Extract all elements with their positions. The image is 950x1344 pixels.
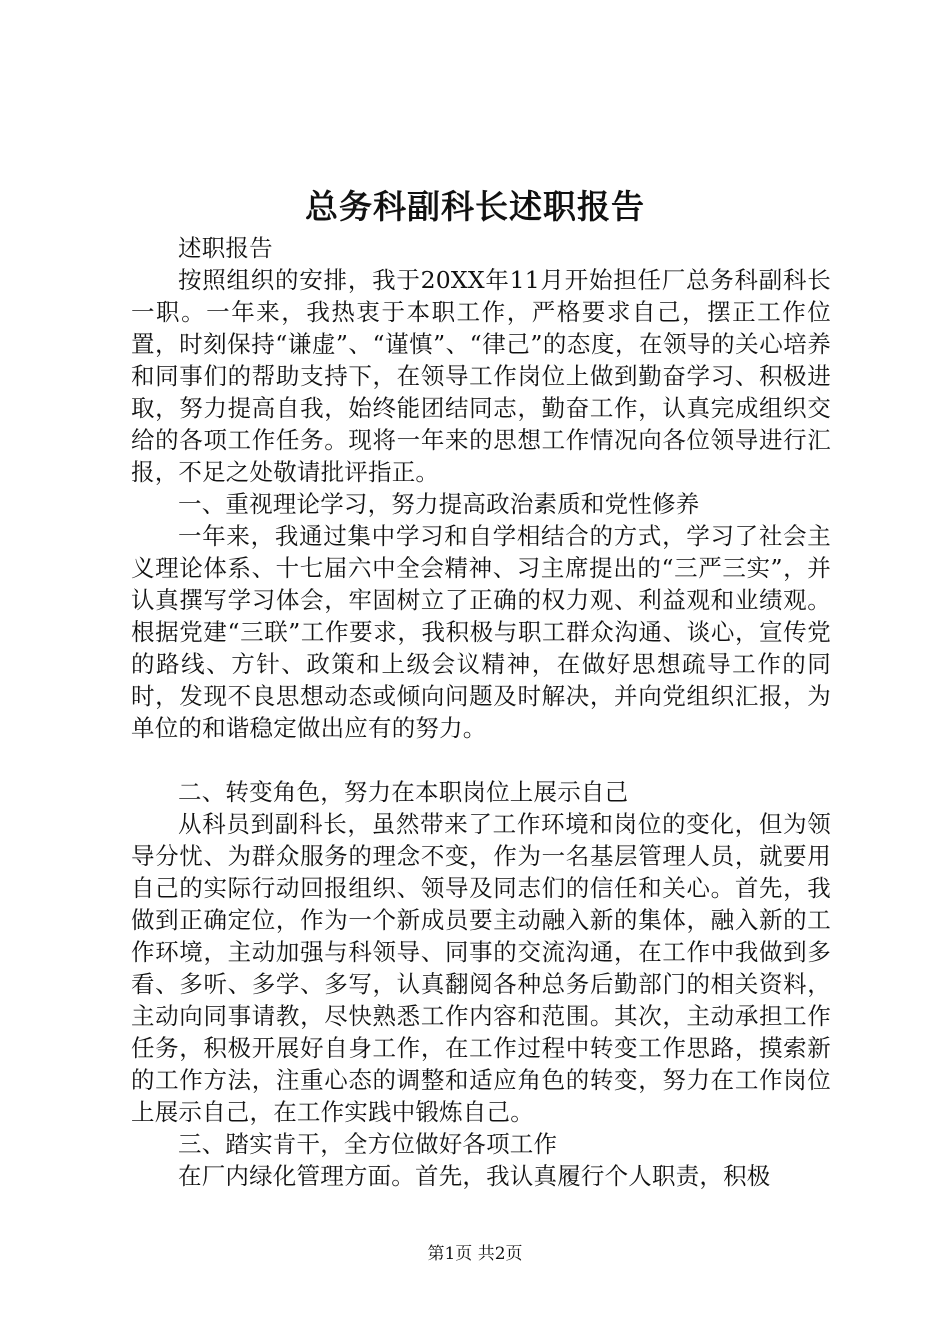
paragraph-section-2: 从科员到副科长，虽然带来了工作环境和岗位的变化，但为领导分忧、为群众服务的理念不变，作为一名基层管理人员，就要用自己的实际行动回报组织、领导及同志们的信任和关心。首先，我做到正确定位，作为一个新成员要主动融入新的集体，融入新的工作环境，主动加强与科领导、同事的交流沟通，在工作中我做到多看、多听、多学、多写，认真翻阅各种总务后勤部门的相关资料，主动向同事请教，尽快熟悉工作内容和范围。其次，主动承担工作任务，积极开展好自身工作，在工作过程中转变工作思路，摸索新的工作方法，注重心态的调整和适应角色的转变，努力在工作岗位上展示自己，在工作实践中锻炼自己。 [131,810,831,1126]
page-footer: 第1页 共2页 [427,1244,523,1264]
paragraph-heading-report: 述职报告 [178,234,273,262]
document-body [131,232,831,1192]
paragraph-section-1: 一年来，我通过集中学习和自学相结合的方式，学习了社会主义理论体系、十七届六中全会精神、习主席提出的“三严三实”，并认真撰写学习体会，牢固树立了正确的权力观、利益观和业绩观。根据党建“三联”工作要求，我积极与职工群众沟通、谈心，宣传党的路线、方针、政策和上级会议精神，在做好思想疏导工作的同时，发现不良思想动态或倾向问题及时解决，并向党组织汇报，为单位的和谐稳定做出应有的努力。 [131,522,831,742]
section-heading-2: 二、转变角色，努力在本职岗位上展示自己 [178,778,629,806]
document-title: 总务科副科长述职报告 [305,187,645,226]
paragraph-intro: 按照组织的安排，我于20XX年11月开始担任厂总务科副科长一职。一年来，我热衷于本职工作，严格要求自己，摆正工作位置，时刻保持“谦虚”、“谨慎”、“律己”的态度，在领导的关心培养和同事们的帮助支持下，在领导工作岗位上做到勤奋学习、积极进取，努力提高自我，始终能团结同志，勤奋工作，认真完成组织交给的各项工作任务。现将一年来的思想工作情况向各位领导进行汇报，不足之处敬请批评指正。 [131,266,831,486]
paragraph-section-3: 在厂内绿化管理方面。首先，我认真履行个人职责，积极 [178,1162,771,1190]
section-heading-1: 一、重视理论学习，努力提高政治素质和党性修养 [178,490,700,518]
blank-line [131,744,831,776]
section-heading-3: 三、踏实肯干，全方位做好各项工作 [178,1130,558,1158]
